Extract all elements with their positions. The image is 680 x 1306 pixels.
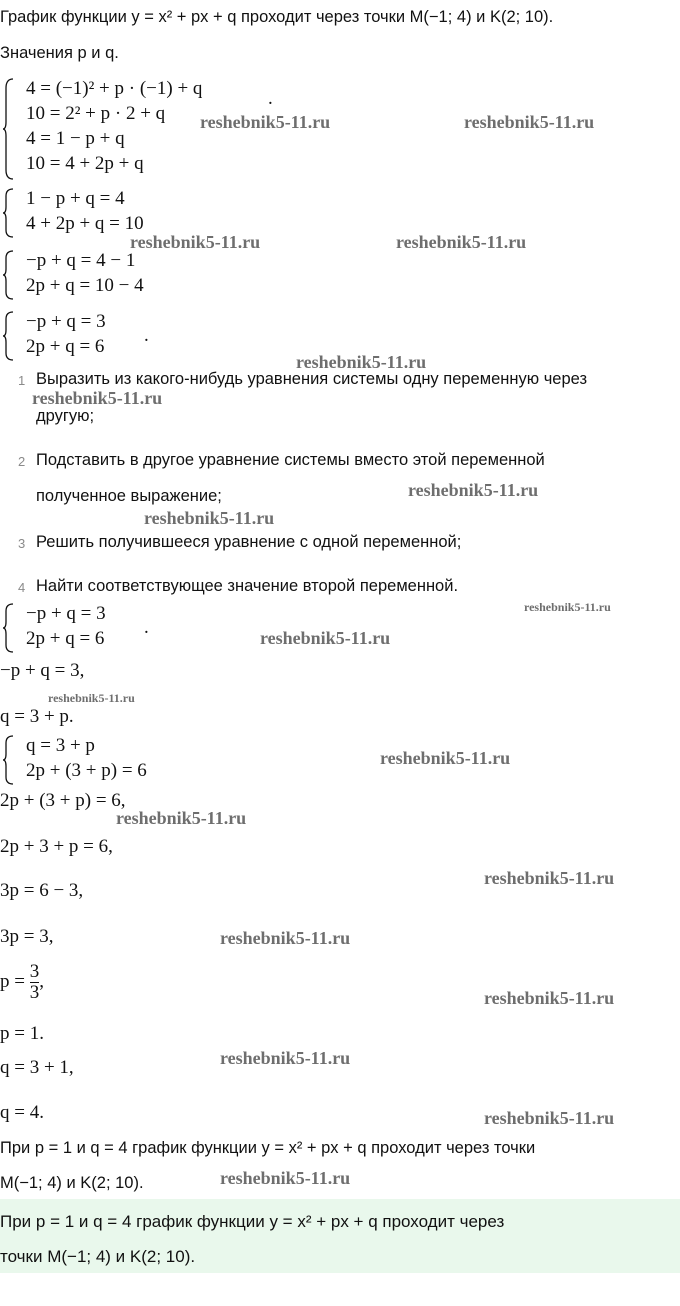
equation: 3p = 3, [0, 926, 54, 947]
section-heading: Значения p и q. [0, 44, 119, 62]
step-text: Подставить в другое уравнение системы вместо этой переменной [36, 451, 545, 469]
problem-statement: График функции y = x² + px + q проходит через точки M(−1; 4) и K(2; 10). [0, 8, 554, 26]
system-brace [2, 735, 14, 785]
watermark: reshebnik5-11.ru [220, 1168, 351, 1188]
step-text: полученное выражение; [36, 487, 222, 505]
step-number: 2 [18, 454, 26, 469]
watermark: reshebnik5-11.ru [220, 928, 351, 948]
fraction-denominator: 3 [29, 982, 40, 1003]
system-brace [2, 311, 14, 361]
watermark: reshebnik5-11.ru [130, 232, 261, 252]
equation: 4 + 2p + q = 10 [26, 213, 144, 234]
step-number: 4 [18, 580, 26, 595]
watermark: reshebnik5-11.ru [380, 748, 511, 768]
equation: p = 1. [0, 1023, 44, 1044]
equation: 2p + q = 6 [26, 336, 105, 357]
system-brace [2, 188, 14, 238]
equation: 4 = 1 − p + q [26, 128, 125, 149]
step-number: 1 [18, 373, 26, 388]
answer-text: При p = 1 и q = 4 график функции y = x² + px + q проходит через [0, 1212, 505, 1231]
equation: 2p + q = 10 − 4 [26, 275, 144, 296]
system-brace [2, 250, 14, 300]
equation: 1 − p + q = 4 [26, 188, 125, 209]
equation: 4 = (−1)² + p · (−1) + q [26, 78, 203, 99]
watermark: reshebnik5-11.ru [220, 1048, 351, 1068]
step-text: Выразить из какого-нибудь уравнения системы одну переменную через [36, 370, 588, 388]
answer-text: точки M(−1; 4) и K(2; 10). [0, 1247, 196, 1266]
fraction-tail: , [39, 970, 44, 992]
equation: 2p + q = 6 [26, 628, 105, 649]
equation: 10 = 2² + p · 2 + q [26, 103, 166, 124]
conclusion-text: M(−1; 4) и K(2; 10). [0, 1174, 144, 1192]
watermark: reshebnik5-11.ru [484, 868, 615, 888]
equation: 2p + 3 + p = 6, [0, 836, 113, 857]
conclusion-text: При p = 1 и q = 4 график функции y = x² + px + q проходит через точки [0, 1139, 536, 1157]
step-text: другую; [36, 407, 95, 425]
equation: q = 3 + p. [0, 706, 74, 727]
step-number: 3 [18, 536, 26, 551]
equation: q = 4. [0, 1102, 44, 1123]
watermark: reshebnik5-11.ru [296, 352, 427, 372]
fraction [30, 962, 40, 1003]
punctuation: . [268, 88, 273, 109]
watermark: reshebnik5-11.ru [408, 480, 539, 500]
watermark: reshebnik5-11.ru [484, 988, 615, 1008]
watermark: reshebnik5-11.ru [200, 112, 331, 132]
watermark: reshebnik5-11.ru [32, 388, 163, 408]
watermark: reshebnik5-11.ru [144, 508, 275, 528]
step-text: Найти соответствующее значение второй переменной. [36, 577, 459, 595]
watermark: reshebnik5-11.ru [484, 1108, 615, 1128]
system-brace [2, 603, 14, 653]
watermark: reshebnik5-11.ru [48, 691, 135, 705]
system-brace [2, 78, 14, 180]
equation: 10 = 4 + 2p + q [26, 153, 144, 174]
equation: q = 3 + p [26, 735, 95, 756]
watermark: reshebnik5-11.ru [464, 112, 595, 132]
watermark: reshebnik5-11.ru [260, 628, 391, 648]
equation: 2p + (3 + p) = 6, [0, 790, 126, 811]
step-text: Решить получившееся уравнение с одной переменной; [36, 533, 462, 551]
watermark: reshebnik5-11.ru [524, 600, 611, 614]
fraction-numerator: 3 [29, 961, 40, 982]
watermark: reshebnik5-11.ru [116, 808, 247, 828]
equation: 3p = 6 − 3, [0, 880, 84, 901]
punctuation: . [144, 617, 149, 638]
equation: −p + q = 3 [26, 603, 106, 624]
equation-fraction [0, 962, 44, 1003]
watermark: reshebnik5-11.ru [396, 232, 527, 252]
equation: q = 3 + 1, [0, 1057, 74, 1078]
equation: −p + q = 4 − 1 [26, 250, 136, 271]
equation: −p + q = 3 [26, 311, 106, 332]
equation: 2p + (3 + p) = 6 [26, 760, 147, 781]
punctuation: . [144, 325, 149, 346]
fraction-lhs: p = [0, 970, 25, 992]
equation: −p + q = 3, [0, 660, 85, 681]
